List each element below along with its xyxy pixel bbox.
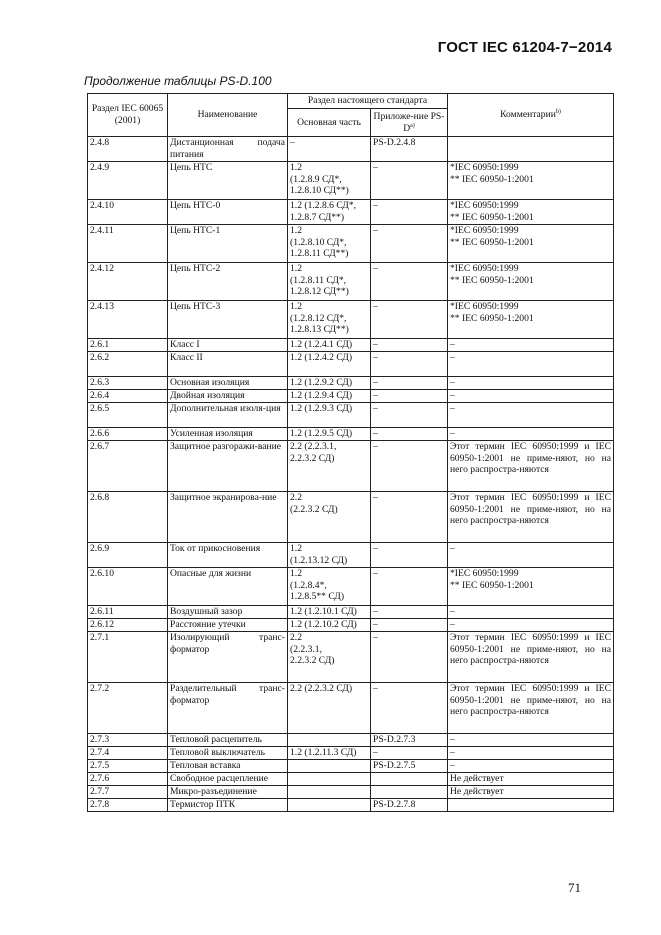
cell-comments: –	[448, 734, 614, 747]
cell-section: 2.7.2	[88, 683, 168, 734]
cell-annex: –	[371, 543, 448, 568]
cell-comments: –	[448, 377, 614, 390]
table-row	[88, 441, 614, 492]
cell-comments: *IEC 60950:1999 ** IEC 60950-1:2001	[448, 225, 614, 263]
cell-comments: –	[448, 428, 614, 441]
cell-annex: –	[371, 390, 448, 403]
cell-name: Ток от прикосновения	[168, 543, 288, 568]
cell-annex: –	[371, 441, 448, 492]
table-row	[88, 747, 614, 760]
cell-section: 2.6.11	[88, 606, 168, 619]
table-row	[88, 137, 614, 162]
table-row	[88, 606, 614, 619]
cell-comments: Не действует	[448, 786, 614, 799]
cell-name: Изолирующий транс-форматор	[168, 632, 288, 683]
cell-annex	[371, 786, 448, 799]
cell-main-part: 1.2 (1.2.8.10 СД*, 1.2.8.11 СД**)	[288, 225, 371, 263]
table-row	[88, 162, 614, 200]
cell-main-part: 1.2 (1.2.8.4*, 1.2.8.5** СД)	[288, 568, 371, 606]
cell-comments: –	[448, 339, 614, 352]
cell-name: Тепловой выключатель	[168, 747, 288, 760]
cell-section: 2.7.1	[88, 632, 168, 683]
cell-main-part: 1.2 (1.2.9.5 СД)	[288, 428, 371, 441]
table-row	[88, 683, 614, 734]
table-row	[88, 428, 614, 441]
document-title: ГОСТ IEC 61204-7−2014	[437, 39, 612, 56]
cell-comments: –	[448, 619, 614, 632]
cell-section: 2.6.3	[88, 377, 168, 390]
header-name: Наименование	[168, 94, 288, 137]
cell-annex: –	[371, 162, 448, 200]
cell-main-part: 1.2 (1.2.9.2 СД)	[288, 377, 371, 390]
cell-comments: –	[448, 747, 614, 760]
cell-annex: –	[371, 619, 448, 632]
header-annex	[371, 109, 448, 137]
table-row	[88, 619, 614, 632]
cell-annex: –	[371, 403, 448, 428]
cell-main-part: 1.2 (1.2.13.12 СД)	[288, 543, 371, 568]
cell-name: Усиленная изоляция	[168, 428, 288, 441]
cell-annex: –	[371, 263, 448, 301]
cell-main-part	[288, 786, 371, 799]
standards-table	[87, 93, 614, 812]
cell-comments: –	[448, 543, 614, 568]
cell-annex	[371, 773, 448, 786]
cell-name: Разделительный транс-форматор	[168, 683, 288, 734]
cell-section: 2.7.4	[88, 747, 168, 760]
cell-main-part: 1.2 (1.2.4.1 СД)	[288, 339, 371, 352]
table-row	[88, 200, 614, 225]
header-section: Раздел IEC 60065 (2001)	[88, 94, 168, 137]
cell-section: 2.7.7	[88, 786, 168, 799]
cell-name: Воздушный зазор	[168, 606, 288, 619]
cell-comments: *IEC 60950:1999 ** IEC 60950-1:2001	[448, 301, 614, 339]
cell-annex: –	[371, 632, 448, 683]
cell-section: 2.7.5	[88, 760, 168, 773]
page-number: 71	[568, 880, 581, 895]
cell-comments	[448, 799, 614, 812]
cell-main-part	[288, 760, 371, 773]
header-annex-label: Приложе-ние PS-D	[373, 110, 445, 134]
cell-name: Расстояние утечки	[168, 619, 288, 632]
cell-comments: –	[448, 390, 614, 403]
cell-name: Защитное разгоражи-вание	[168, 441, 288, 492]
table-row	[88, 799, 614, 812]
cell-main-part: 1.2 (1.2.8.6 СД*, 1.2.8.7 СД**)	[288, 200, 371, 225]
cell-name: Цепь НТС-0	[168, 200, 288, 225]
cell-comments: Этот термин IEC 60950:1999 и IEC 60950-1:2001 не приме-няют, но на него распростра-няются	[448, 441, 614, 492]
cell-annex: –	[371, 377, 448, 390]
cell-annex: PS-D.2.7.5	[371, 760, 448, 773]
table-row	[88, 568, 614, 606]
table-body	[88, 137, 614, 812]
cell-main-part: 1.2 (1.2.9.4 СД)	[288, 390, 371, 403]
cell-section: 2.6.10	[88, 568, 168, 606]
table-row	[88, 773, 614, 786]
cell-comments: *IEC 60950:1999 ** IEC 60950-1:2001	[448, 568, 614, 606]
cell-annex: –	[371, 339, 448, 352]
cell-comments: Не действует	[448, 773, 614, 786]
cell-main-part: 2.2 (2.2.3.2 СД)	[288, 492, 371, 543]
cell-annex: –	[371, 225, 448, 263]
cell-annex: –	[371, 200, 448, 225]
cell-comments: *IEC 60950:1999 ** IEC 60950-1:2001	[448, 263, 614, 301]
header-annex-note: a)	[410, 122, 415, 129]
cell-name: Цепь НТС-2	[168, 263, 288, 301]
cell-section: 2.4.8	[88, 137, 168, 162]
cell-comments: –	[448, 606, 614, 619]
cell-name: Тепловой расцепитель	[168, 734, 288, 747]
table-row	[88, 760, 614, 773]
cell-main-part: 1.2 (1.2.11.3 СД)	[288, 747, 371, 760]
table-row	[88, 492, 614, 543]
cell-main-part: 1.2 (1.2.8.12 СД*, 1.2.8.13 СД**)	[288, 301, 371, 339]
cell-name: Цепь НТС	[168, 162, 288, 200]
cell-annex: –	[371, 352, 448, 377]
cell-section: 2.7.6	[88, 773, 168, 786]
cell-annex: –	[371, 492, 448, 543]
cell-name: Основная изоляция	[168, 377, 288, 390]
cell-main-part: 1.2 (1.2.9.3 СД)	[288, 403, 371, 428]
cell-main-part	[288, 773, 371, 786]
cell-annex: –	[371, 683, 448, 734]
cell-name: Класс I	[168, 339, 288, 352]
table-row	[88, 786, 614, 799]
cell-section: 2.7.8	[88, 799, 168, 812]
header-comments-label: Комментарии	[500, 109, 556, 120]
cell-section: 2.6.7	[88, 441, 168, 492]
table-row	[88, 734, 614, 747]
table-row	[88, 543, 614, 568]
cell-name: Опасные для жизни	[168, 568, 288, 606]
cell-main-part: 1.2 (1.2.10.2 СД)	[288, 619, 371, 632]
cell-name: Дополнительная изоля-ция	[168, 403, 288, 428]
cell-main-part: 2.2 (2.2.3.2 СД)	[288, 683, 371, 734]
cell-name: Свободное расцепление	[168, 773, 288, 786]
cell-comments: –	[448, 352, 614, 377]
header-main-part: Основная часть	[288, 109, 371, 137]
cell-main-part: 2.2 (2.2.3.1, 2.2.3.2 СД)	[288, 632, 371, 683]
cell-section: 2.4.10	[88, 200, 168, 225]
cell-section: 2.6.5	[88, 403, 168, 428]
cell-section: 2.4.9	[88, 162, 168, 200]
cell-main-part: 2.2 (2.2.3.1, 2.2.3.2 СД)	[288, 441, 371, 492]
cell-comments	[448, 137, 614, 162]
cell-section: 2.4.13	[88, 301, 168, 339]
cell-name: Тепловая вставка	[168, 760, 288, 773]
cell-annex: –	[371, 747, 448, 760]
cell-annex: –	[371, 568, 448, 606]
cell-name: Двойная изоляция	[168, 390, 288, 403]
cell-name: Микро-разъединение	[168, 786, 288, 799]
cell-section: 2.6.4	[88, 390, 168, 403]
table-caption: Продолжение таблицы PS-D.100	[84, 74, 272, 88]
cell-main-part: 1.2 (1.2.10.1 СД)	[288, 606, 371, 619]
cell-comments: Этот термин IEC 60950:1999 и IEC 60950-1:2001 не приме-няют, но на него распростра-няются	[448, 492, 614, 543]
cell-comments: –	[448, 403, 614, 428]
cell-section: 2.6.8	[88, 492, 168, 543]
cell-section: 2.6.1	[88, 339, 168, 352]
cell-section: 2.6.2	[88, 352, 168, 377]
cell-main-part: 1.2 (1.2.8.9 СД*, 1.2.8.10 СД**)	[288, 162, 371, 200]
cell-name: Дистанционная подача питания	[168, 137, 288, 162]
cell-section: 2.6.6	[88, 428, 168, 441]
cell-annex: –	[371, 428, 448, 441]
cell-name: Защитное экранирова-ние	[168, 492, 288, 543]
cell-main-part: 1.2 (1.2.4.2 СД)	[288, 352, 371, 377]
cell-main-part	[288, 734, 371, 747]
header-comments-note: b)	[555, 108, 561, 115]
header-standard-group: Раздел настоящего стандарта	[288, 94, 448, 109]
table-row	[88, 301, 614, 339]
cell-annex: –	[371, 301, 448, 339]
cell-comments: Этот термин IEC 60950:1999 и IEC 60950-1:2001 не приме-няют, но на него распростра-няются	[448, 683, 614, 734]
cell-main-part: 1.2 (1.2.8.11 СД*, 1.2.8.12 СД**)	[288, 263, 371, 301]
cell-section: 2.4.12	[88, 263, 168, 301]
cell-annex: –	[371, 606, 448, 619]
cell-comments: *IEC 60950:1999 ** IEC 60950-1:2001	[448, 200, 614, 225]
cell-main-part: –	[288, 137, 371, 162]
cell-section: 2.6.9	[88, 543, 168, 568]
cell-name: Цепь НТС-1	[168, 225, 288, 263]
cell-comments: –	[448, 760, 614, 773]
table-row	[88, 225, 614, 263]
cell-annex: PS-D.2.4.8	[371, 137, 448, 162]
cell-section: 2.4.11	[88, 225, 168, 263]
cell-annex: PS-D.2.7.3	[371, 734, 448, 747]
cell-main-part	[288, 799, 371, 812]
cell-comments: *IEC 60950:1999 ** IEC 60950-1:2001	[448, 162, 614, 200]
table-row	[88, 263, 614, 301]
table-row	[88, 403, 614, 428]
table-row	[88, 632, 614, 683]
cell-name: Класс II	[168, 352, 288, 377]
cell-section: 2.6.12	[88, 619, 168, 632]
cell-comments: Этот термин IEC 60950:1999 и IEC 60950-1:2001 не приме-няют, но на него распростра-няются	[448, 632, 614, 683]
table-row	[88, 390, 614, 403]
table-header	[88, 94, 614, 137]
cell-name: Цепь НТС-3	[168, 301, 288, 339]
cell-name: Термистор ПТК	[168, 799, 288, 812]
table-row	[88, 352, 614, 377]
cell-section: 2.7.3	[88, 734, 168, 747]
table-row	[88, 377, 614, 390]
header-comments	[448, 94, 614, 137]
cell-annex: PS-D.2.7.8	[371, 799, 448, 812]
table-row	[88, 339, 614, 352]
